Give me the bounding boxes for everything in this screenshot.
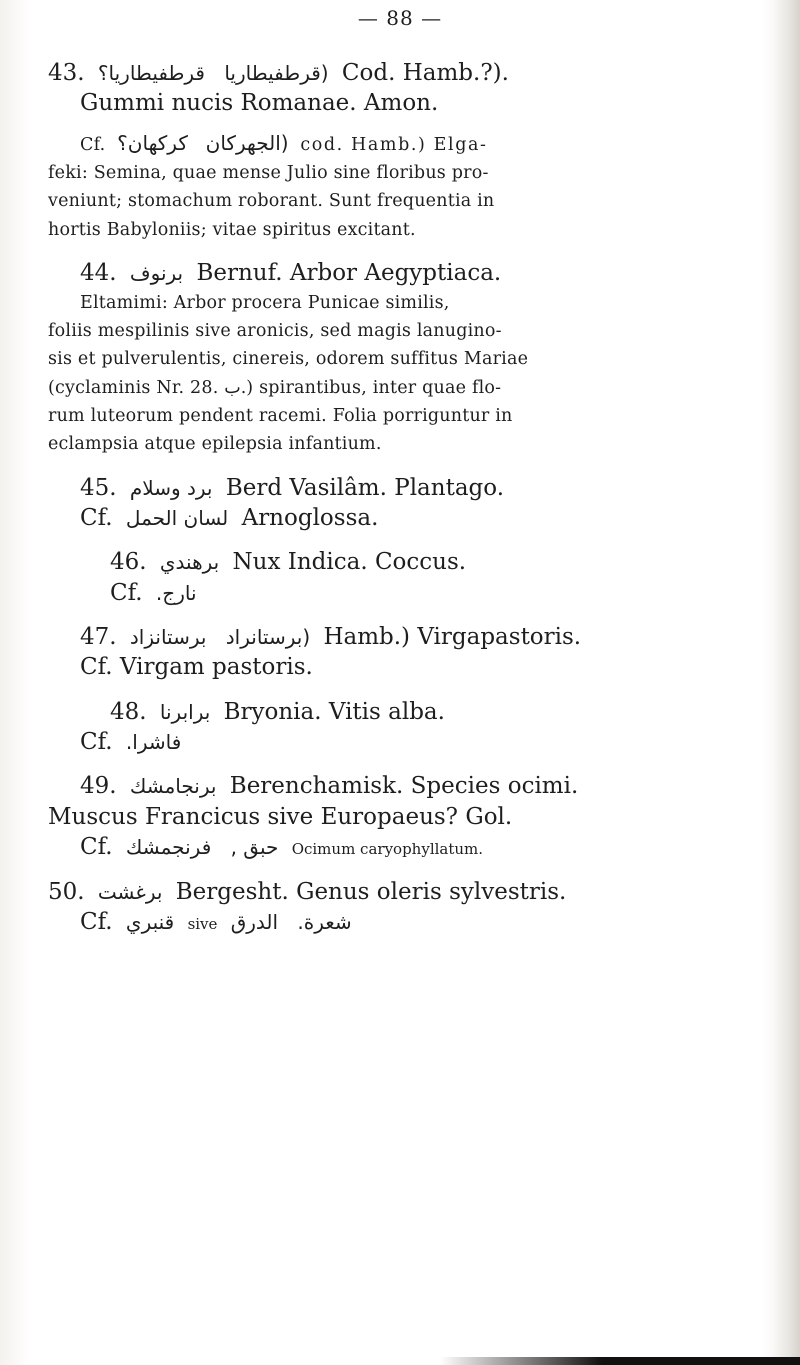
entry-cf <box>48 127 768 159</box>
cf-label: Cf. <box>80 908 113 935</box>
entry-cf <box>48 503 768 533</box>
cf-label: Cf. <box>80 729 113 756</box>
entry-44-heading <box>48 258 768 288</box>
entry-46-heading <box>48 547 768 577</box>
entry-desc: rum luteorum pendent racemi. Folia porriguntur in <box>48 405 513 426</box>
arabic-term: قنبري <box>125 909 175 934</box>
entry-50-heading <box>48 877 768 907</box>
entry-number: 48. <box>110 698 147 725</box>
page-number: — 88 — <box>357 6 443 30</box>
entry-desc: Muscus Francicus sive Europaeus? Gol. <box>48 803 513 830</box>
arabic-term-3: شعرة. <box>297 909 352 934</box>
entry-gloss: Bernuf. Arbor Aegyptiaca. <box>196 260 502 287</box>
arabic-term: برستانزاد <box>129 625 207 649</box>
cf-label: Cf. <box>80 504 113 531</box>
entry-cf <box>48 578 768 608</box>
entry-cf <box>48 907 768 937</box>
entry-desc: feki: Semina, quae mense Julio sine floribus pro- <box>48 163 489 184</box>
entry-48-heading <box>48 697 768 727</box>
entry-desc: hortis Babyloniis; vitae spiritus excitant. <box>48 219 416 240</box>
entry-gloss: Gummi nucis Romanae. Amon. <box>80 90 439 117</box>
arabic-variant: (برستانراد <box>225 625 311 649</box>
entry-number: 50. <box>48 878 85 905</box>
entry-desc: veniunt; stomachum roborant. Sunt frequentia in <box>48 191 495 212</box>
bottom-edge-bar <box>440 1357 800 1365</box>
glossary-text <box>48 58 768 937</box>
arabic-term-2: الدرق <box>230 909 279 934</box>
entry-number: 46. <box>110 549 147 576</box>
entry-gloss: Berd Vasilâm. Plantago. <box>225 474 505 501</box>
cf-gloss: Arnoglossa. <box>241 504 379 531</box>
entry-cf: Cf. Virgam pastoris. <box>80 654 313 681</box>
entry-49-heading <box>48 771 768 801</box>
entry-gloss: Hamb.) Virgapastoris. <box>323 624 582 650</box>
cf-label: Cf. <box>80 834 113 861</box>
entry-43-heading <box>48 58 768 88</box>
arabic-term: قرطفيطاريا؟ <box>97 61 205 85</box>
entry-desc: eclampsia atque epilepsia infantium. <box>48 434 382 455</box>
arabic-term: نارج. <box>155 580 197 605</box>
arabic-variant: (قرطفيطاريا <box>224 61 329 85</box>
arabic-term: کرکهان؟ <box>117 130 188 155</box>
arabic-variant: (الجهركان <box>205 130 289 155</box>
arabic-term-2: حبق , <box>230 835 279 860</box>
arabic-term: لسان الحمل <box>125 505 229 530</box>
arabic-term: برغشت <box>97 879 163 904</box>
entry-desc: Eltamimi: Arbor procera Punicae similis, <box>80 292 450 313</box>
entry-gloss: Berenchamisk. Species ocimi. <box>229 773 579 800</box>
codex-reference: Cod. Hamb.?). <box>341 60 509 86</box>
entry-desc: sis et pulverulentis, cinereis, odorem suffitus Mariae <box>48 349 529 370</box>
arabic-term: فرنجمشك <box>125 835 212 860</box>
arabic-term: برنجامشك <box>129 774 217 799</box>
arabic-term: برد وسلام <box>129 475 213 500</box>
arabic-term: برهندي <box>159 550 220 575</box>
entry-47-heading <box>48 622 768 652</box>
entry-desc: (cyclaminis Nr. 28. ب.) spirantibus, inter quae flo- <box>48 377 502 398</box>
entry-45-heading <box>48 473 768 503</box>
entry-number: 45. <box>80 474 117 501</box>
page-edge-shadow <box>772 0 800 1365</box>
arabic-term: برابرنا <box>159 699 211 724</box>
arabic-term: فاشرا. <box>125 730 182 755</box>
entry-gloss: Bergesht. Genus oleris sylvestris. <box>175 878 567 905</box>
entry-number: 44. <box>80 260 117 287</box>
cf-gloss: Ocimum caryophyllatum. <box>291 840 484 859</box>
cf-connector: sive <box>187 914 218 933</box>
entry-cf <box>48 727 768 757</box>
entry-number: 47. <box>80 624 117 650</box>
codex-reference: cod. Hamb.) Elga- <box>300 134 488 155</box>
cf-label: Cf. <box>80 134 106 155</box>
cf-label: Cf. <box>110 579 143 606</box>
entry-desc: foliis mespilinis sive aronicis, sed magis lanugino- <box>48 320 502 341</box>
entry-gloss: Nux Indica. Coccus. <box>232 549 467 576</box>
arabic-term: برنوف <box>129 261 184 286</box>
entry-number: 43. <box>48 60 85 86</box>
entry-cf <box>48 832 768 862</box>
entry-gloss: Bryonia. Vitis alba. <box>223 698 445 725</box>
entry-number: 49. <box>80 773 117 800</box>
